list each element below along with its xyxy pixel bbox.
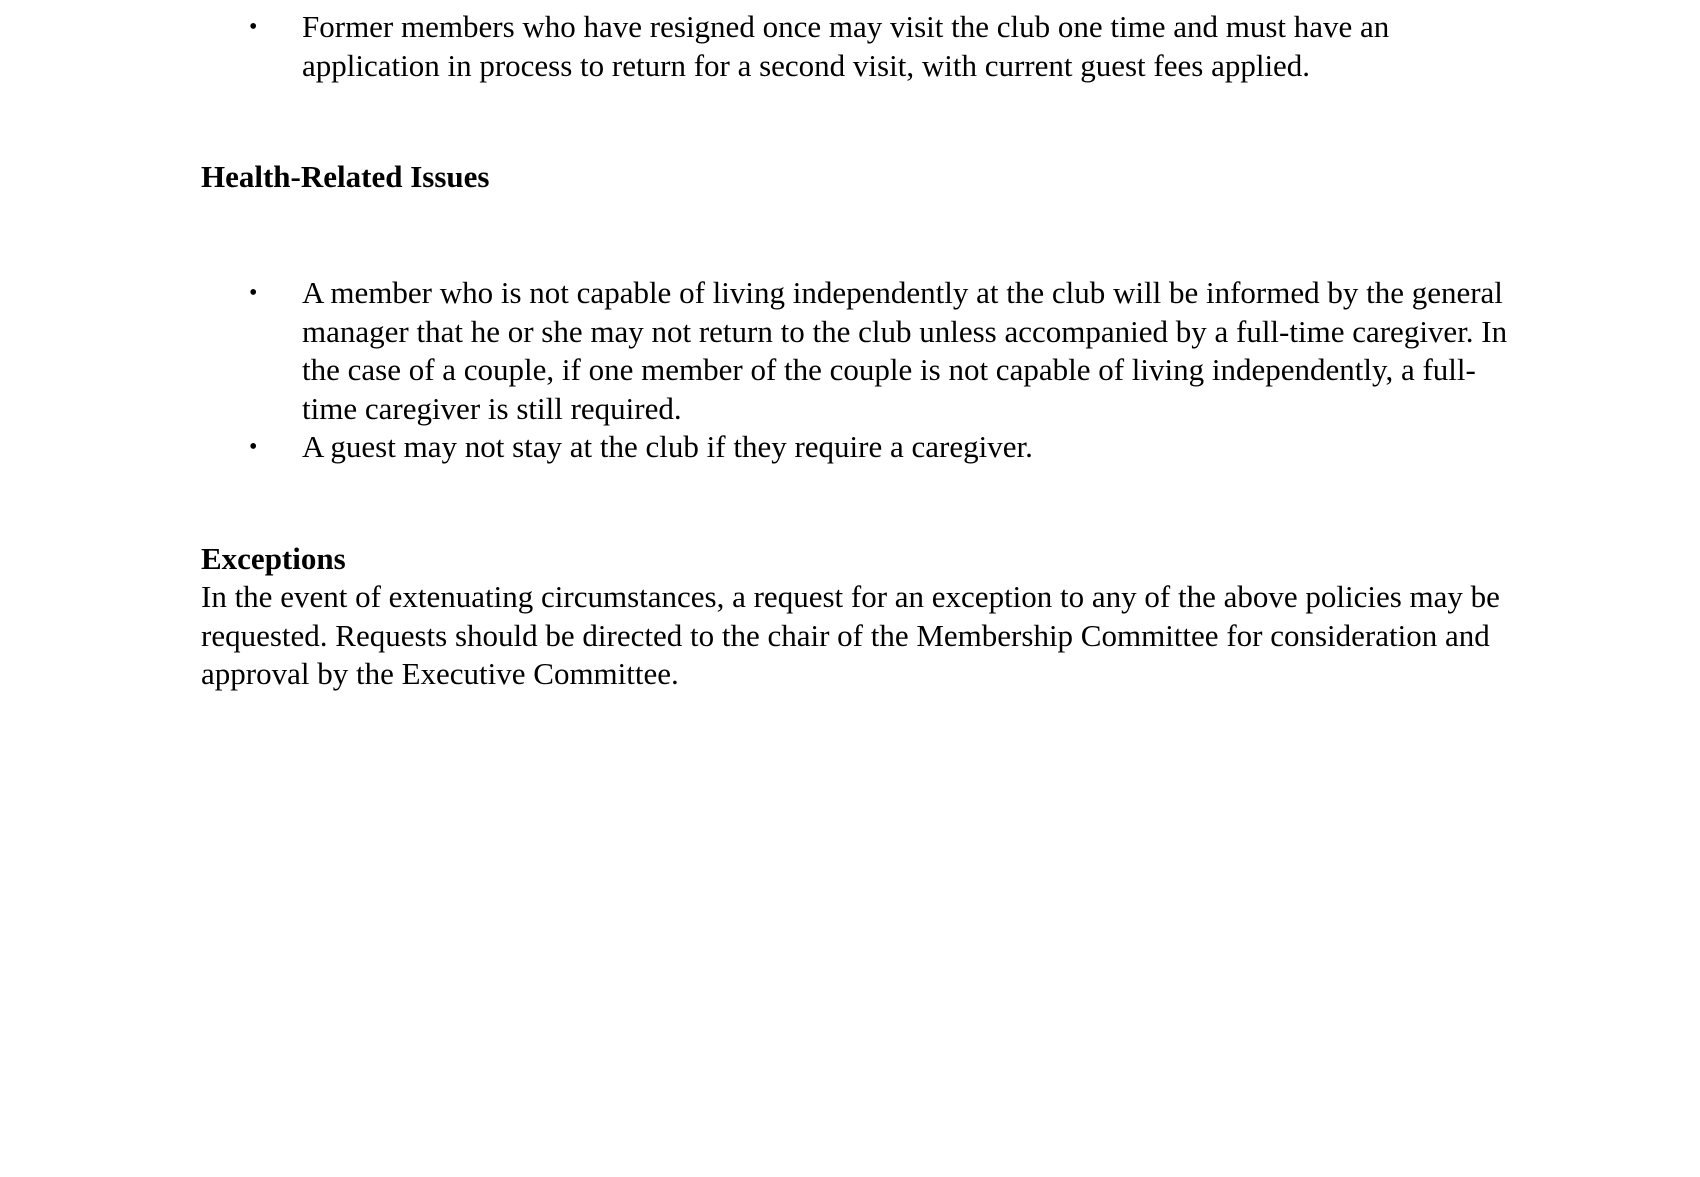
exceptions-heading: Exceptions bbox=[201, 541, 346, 576]
list-item-text: Former members who have resigned once may visit the club one time and must have an application in process to return for a second visit, with current guest fees applied. bbox=[302, 9, 1390, 83]
bullet-icon: • bbox=[249, 434, 258, 460]
list-item-text: A guest may not stay at the club if they require a caregiver. bbox=[302, 429, 1033, 464]
list-item bbox=[0, 8, 1512, 85]
list-item bbox=[0, 428, 1512, 467]
list-item-text: A member who is not capable of living independently at the club will be informed by the general manager that he or she may not return to the club unless accompanied by a full-time caregiver. In the case of a couple, if one member of the couple is not capable of living independently, a full-time caregiver is still required. bbox=[302, 275, 1508, 426]
health-list bbox=[0, 274, 1700, 467]
exceptions-paragraph: In the event of extenuating circumstances, a request for an exception to any of the above policies may be requested. Requests should be directed to the chair of the Membership Committee for consideration and approval by the Executive Committee. bbox=[201, 579, 1500, 691]
bullet-icon: • bbox=[249, 14, 258, 40]
bullet-icon: • bbox=[249, 280, 258, 306]
health-heading: Health-Related Issues bbox=[201, 159, 490, 194]
former-members-list bbox=[0, 8, 1700, 85]
list-item bbox=[0, 274, 1512, 428]
